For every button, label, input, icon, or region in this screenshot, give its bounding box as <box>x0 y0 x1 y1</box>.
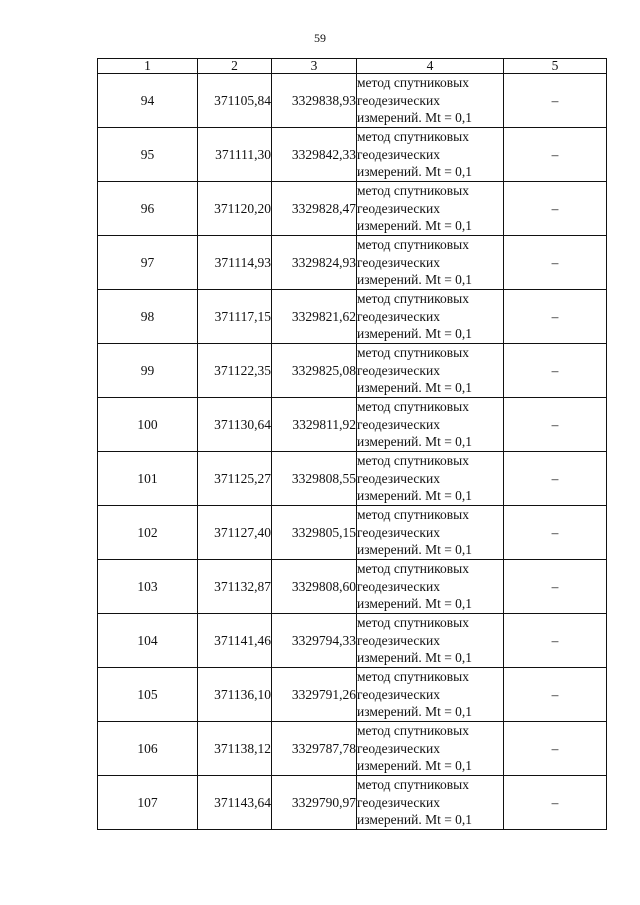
method-line: геодезических <box>357 632 440 648</box>
coordinate-y: 3329828,47 <box>272 182 357 236</box>
table-row <box>98 560 607 614</box>
header-row <box>98 59 607 74</box>
method-line: метод спутниковых <box>357 399 469 415</box>
coordinate-y: 3329825,08 <box>272 344 357 398</box>
method-line: измерений. Mt = 0,1 <box>357 542 473 558</box>
method-description <box>357 452 504 506</box>
method-line: геодезических <box>357 416 440 432</box>
method-line: измерений. Mt = 0,1 <box>357 596 473 612</box>
method-line: метод спутниковых <box>357 183 469 199</box>
method-line: метод спутниковых <box>357 291 469 307</box>
note-dash: – <box>504 236 607 290</box>
method-line: геодезических <box>357 524 440 540</box>
coordinate-x: 371125,27 <box>198 452 272 506</box>
method-line: измерений. Mt = 0,1 <box>357 380 473 396</box>
method-line: геодезических <box>357 740 440 756</box>
point-number: 104 <box>98 614 198 668</box>
header-col-2: 2 <box>198 59 272 74</box>
method-line: метод спутниковых <box>357 453 469 469</box>
point-number: 94 <box>98 74 198 128</box>
method-line: метод спутниковых <box>357 507 469 523</box>
coordinate-x: 371105,84 <box>198 74 272 128</box>
coordinate-y: 3329787,78 <box>272 722 357 776</box>
note-dash: – <box>504 452 607 506</box>
coordinate-x: 371120,20 <box>198 182 272 236</box>
method-line: геодезических <box>357 794 440 810</box>
coordinate-y: 3329790,97 <box>272 776 357 830</box>
point-number: 100 <box>98 398 198 452</box>
table-row <box>98 506 607 560</box>
header-col-1: 1 <box>98 59 198 74</box>
point-number: 95 <box>98 128 198 182</box>
coordinate-x: 371111,30 <box>198 128 272 182</box>
coordinate-x: 371130,64 <box>198 398 272 452</box>
method-line: метод спутниковых <box>357 777 469 793</box>
coordinate-x: 371136,10 <box>198 668 272 722</box>
coordinate-x: 371143,64 <box>198 776 272 830</box>
method-line: измерений. Mt = 0,1 <box>357 650 473 666</box>
method-description <box>357 560 504 614</box>
table-row <box>98 452 607 506</box>
point-number: 101 <box>98 452 198 506</box>
method-description <box>357 506 504 560</box>
method-line: метод спутниковых <box>357 237 469 253</box>
note-dash: – <box>504 776 607 830</box>
method-description <box>357 668 504 722</box>
method-line: метод спутниковых <box>357 561 469 577</box>
table-row <box>98 398 607 452</box>
table-row <box>98 290 607 344</box>
method-description <box>357 182 504 236</box>
note-dash: – <box>504 128 607 182</box>
method-line: измерений. Mt = 0,1 <box>357 758 473 774</box>
note-dash: – <box>504 344 607 398</box>
note-dash: – <box>504 506 607 560</box>
coordinate-x: 371132,87 <box>198 560 272 614</box>
note-dash: – <box>504 182 607 236</box>
point-number: 105 <box>98 668 198 722</box>
point-number: 97 <box>98 236 198 290</box>
coordinate-y: 3329794,33 <box>272 614 357 668</box>
header-col-3: 3 <box>272 59 357 74</box>
table-row <box>98 668 607 722</box>
method-description <box>357 74 504 128</box>
coordinate-x: 371114,93 <box>198 236 272 290</box>
coordinate-y: 3329805,15 <box>272 506 357 560</box>
coordinate-y: 3329821,62 <box>272 290 357 344</box>
coordinate-y: 3329824,93 <box>272 236 357 290</box>
note-dash: – <box>504 614 607 668</box>
note-dash: – <box>504 398 607 452</box>
coordinate-x: 371138,12 <box>198 722 272 776</box>
note-dash: – <box>504 560 607 614</box>
table-row <box>98 74 607 128</box>
point-number: 107 <box>98 776 198 830</box>
table-row <box>98 776 607 830</box>
method-line: измерений. Mt = 0,1 <box>357 434 473 450</box>
method-line: геодезических <box>357 686 440 702</box>
method-line: измерений. Mt = 0,1 <box>357 272 473 288</box>
table-row <box>98 128 607 182</box>
point-number: 96 <box>98 182 198 236</box>
method-description <box>357 722 504 776</box>
method-line: измерений. Mt = 0,1 <box>357 110 473 126</box>
method-line: измерений. Mt = 0,1 <box>357 326 473 342</box>
page-number: 59 <box>314 31 326 45</box>
method-line: измерений. Mt = 0,1 <box>357 488 473 504</box>
point-number: 98 <box>98 290 198 344</box>
point-number: 102 <box>98 506 198 560</box>
coordinate-y: 3329842,33 <box>272 128 357 182</box>
method-line: геодезических <box>357 254 440 270</box>
method-line: геодезических <box>357 146 440 162</box>
note-dash: – <box>504 722 607 776</box>
coordinate-x: 371127,40 <box>198 506 272 560</box>
point-number: 99 <box>98 344 198 398</box>
method-line: измерений. Mt = 0,1 <box>357 812 473 828</box>
header-col-4: 4 <box>357 59 504 74</box>
method-line: геодезических <box>357 92 440 108</box>
method-line: метод спутниковых <box>357 345 469 361</box>
table-body <box>98 74 607 830</box>
coordinate-y: 3329808,60 <box>272 560 357 614</box>
method-line: геодезических <box>357 470 440 486</box>
method-line: геодезических <box>357 200 440 216</box>
method-description <box>357 236 504 290</box>
method-line: геодезических <box>357 308 440 324</box>
coordinate-x: 371117,15 <box>198 290 272 344</box>
method-description <box>357 398 504 452</box>
point-number: 106 <box>98 722 198 776</box>
method-line: метод спутниковых <box>357 615 469 631</box>
method-line: метод спутниковых <box>357 669 469 685</box>
coordinate-y: 3329791,26 <box>272 668 357 722</box>
note-dash: – <box>504 290 607 344</box>
method-line: метод спутниковых <box>357 129 469 145</box>
coordinate-y: 3329808,55 <box>272 452 357 506</box>
method-description <box>357 128 504 182</box>
table-row <box>98 614 607 668</box>
point-number: 103 <box>98 560 198 614</box>
table-row <box>98 344 607 398</box>
method-line: геодезических <box>357 578 440 594</box>
method-line: измерений. Mt = 0,1 <box>357 704 473 720</box>
coordinate-x: 371122,35 <box>198 344 272 398</box>
coordinate-y: 3329811,92 <box>272 398 357 452</box>
method-line: метод спутниковых <box>357 723 469 739</box>
coordinate-y: 3329838,93 <box>272 74 357 128</box>
table-row <box>98 182 607 236</box>
method-line: метод спутниковых <box>357 75 469 91</box>
coordinates-table <box>97 58 607 830</box>
note-dash: – <box>504 74 607 128</box>
method-description <box>357 776 504 830</box>
method-line: измерений. Mt = 0,1 <box>357 164 473 180</box>
method-line: измерений. Mt = 0,1 <box>357 218 473 234</box>
table-row <box>98 236 607 290</box>
method-description <box>357 614 504 668</box>
coordinate-x: 371141,46 <box>198 614 272 668</box>
method-description <box>357 290 504 344</box>
table-row <box>98 722 607 776</box>
header-col-5: 5 <box>504 59 607 74</box>
method-description <box>357 344 504 398</box>
note-dash: – <box>504 668 607 722</box>
method-line: геодезических <box>357 362 440 378</box>
